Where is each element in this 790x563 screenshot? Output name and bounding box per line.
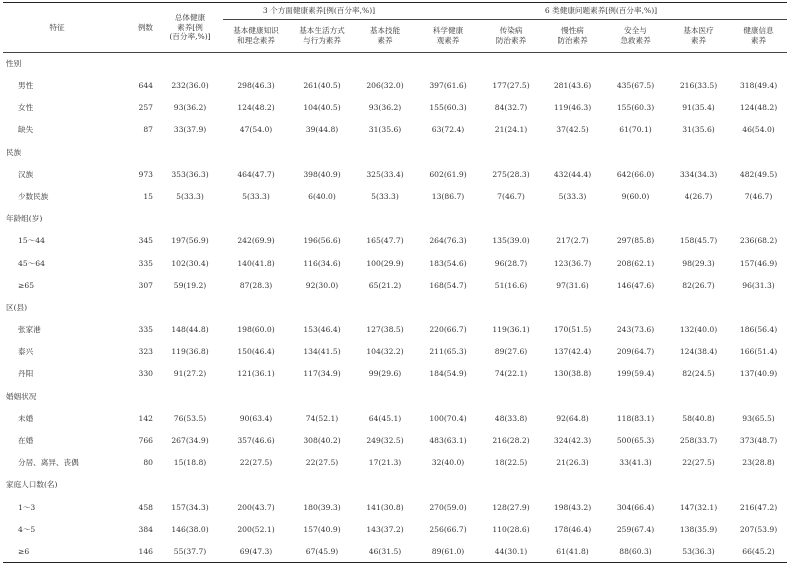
table-cell: 207(53.9) <box>739 524 778 534</box>
table-cell: 602(61.9) <box>429 169 467 179</box>
table-cell: 464(47.7) <box>237 169 275 179</box>
row-count: 458 <box>138 502 153 512</box>
table-cell: 165(47.7) <box>366 236 404 246</box>
table-cell: 46(54.0) <box>742 125 775 135</box>
table-row <box>3 186 787 208</box>
row-count: 335 <box>138 258 153 268</box>
table-cell: 87(28.3) <box>239 280 273 290</box>
table-cell: 166(51.4) <box>739 347 778 357</box>
table-cell: 258(33.7) <box>679 436 718 446</box>
table-cell: 216(47.2) <box>739 502 778 512</box>
table-cell: 184(54.9) <box>429 369 467 379</box>
table-body <box>3 53 787 563</box>
table-cell: 82(26.7) <box>682 280 715 290</box>
table-cell: 22(27.5) <box>305 458 339 468</box>
table-cell: 482(49.5) <box>739 169 778 179</box>
table-cell: 132(40.0) <box>679 325 718 335</box>
table-cell: 236(68.2) <box>739 236 778 246</box>
table-cell: 119(46.3) <box>553 103 592 113</box>
header-overall-literacy: 总体健康 素养[例 (百分率,%)] <box>157 3 223 53</box>
table-row <box>3 541 787 563</box>
header-safety-first-aid: 安全与 急救素养 <box>604 20 667 53</box>
table-cell: 157(46.9) <box>739 258 778 268</box>
table-cell: 17(21.3) <box>368 458 402 468</box>
table-cell: 33(37.9) <box>173 125 207 135</box>
table-cell: 220(66.7) <box>429 325 467 335</box>
table-cell: 318(49.4) <box>739 81 778 91</box>
table-cell: 6(40.0) <box>308 191 336 201</box>
table-row <box>3 119 787 141</box>
table-cell: 74(52.1) <box>305 413 339 423</box>
section-title: 区(县) <box>6 302 28 312</box>
table-cell: 324(42.3) <box>553 436 592 446</box>
table-cell: 61(41.8) <box>556 546 589 556</box>
table-cell: 97(31.6) <box>556 280 589 290</box>
section-row <box>3 53 787 75</box>
table-cell: 9(60.0) <box>621 191 650 201</box>
table-cell: 127(38.5) <box>366 325 404 335</box>
section-row <box>3 385 787 407</box>
row-count: 307 <box>138 280 153 290</box>
table-cell: 5(33.3) <box>371 191 399 201</box>
table-cell: 116(34.6) <box>303 258 341 268</box>
table-cell: 91(35.4) <box>682 103 715 113</box>
table-cell: 270(59.0) <box>429 502 467 512</box>
table-cell: 157(34.3) <box>171 502 209 512</box>
header-chronic-disease: 慢性病 防治素养 <box>541 20 604 53</box>
table-cell: 7(46.7) <box>497 191 525 201</box>
table-cell: 13(86.7) <box>431 191 465 201</box>
table-cell: 137(40.9) <box>739 369 778 379</box>
table-row <box>3 518 787 540</box>
table-cell: 67(45.9) <box>305 546 339 556</box>
table-cell: 198(60.0) <box>237 325 275 335</box>
row-count: 345 <box>138 236 153 246</box>
table-cell: 216(28.2) <box>492 436 530 446</box>
table-cell: 100(70.4) <box>429 413 467 423</box>
table-cell: 243(73.6) <box>616 325 655 335</box>
table-cell: 170(51.5) <box>553 325 592 335</box>
table-cell: 59(19.2) <box>173 280 207 290</box>
row-count: 80 <box>143 458 153 468</box>
table-cell: 206(32.0) <box>366 81 404 91</box>
table-cell: 89(61.0) <box>431 546 465 556</box>
table-cell: 121(36.1) <box>237 369 275 379</box>
table-cell: 275(28.3) <box>492 169 530 179</box>
table-cell: 31(35.6) <box>368 125 402 135</box>
table-cell: 4(26.7) <box>684 191 713 201</box>
table-cell: 180(39.3) <box>303 502 341 512</box>
section-title: 家庭人口数(名) <box>6 480 58 490</box>
table-cell: 281(43.6) <box>553 81 592 91</box>
table-cell: 249(32.5) <box>366 436 404 446</box>
table-cell: 397(61.6) <box>429 81 467 91</box>
table-cell: 18(22.5) <box>494 458 528 468</box>
table-cell: 99(29.6) <box>368 369 402 379</box>
table-cell: 150(46.4) <box>237 347 275 357</box>
section-title: 民族 <box>6 147 22 157</box>
table-cell: 64(45.1) <box>368 413 402 423</box>
row-label: ≥65 <box>18 280 35 290</box>
table-cell: 124(48.2) <box>739 103 778 113</box>
section-title: 性别 <box>6 59 22 69</box>
row-label: 丹阳 <box>18 369 34 379</box>
table-cell: 37(42.5) <box>556 125 589 135</box>
table-cell: 155(60.3) <box>429 103 467 113</box>
table-cell: 22(27.5) <box>682 458 715 468</box>
row-count: 323 <box>138 347 153 357</box>
table-cell: 88(60.3) <box>619 546 652 556</box>
table-cell: 104(40.5) <box>303 103 341 113</box>
table-cell: 197(56.9) <box>171 236 209 246</box>
table-cell: 264(76.3) <box>429 236 467 246</box>
header-six-problems: 6 类健康问题素养[例(百分率,%)] <box>415 3 787 20</box>
table-cell: 134(41.5) <box>303 347 341 357</box>
table-cell: 92(64.8) <box>556 413 589 423</box>
table-cell: 91(27.2) <box>173 369 207 379</box>
table-cell: 483(63.1) <box>429 436 467 446</box>
table-cell: 130(38.8) <box>553 369 592 379</box>
table-cell: 93(65.5) <box>742 413 775 423</box>
row-count: 766 <box>138 436 153 446</box>
row-label: ≥6 <box>18 546 30 556</box>
table-cell: 98(29.3) <box>682 258 715 268</box>
table-cell: 141(30.8) <box>366 502 404 512</box>
section-row <box>3 297 787 319</box>
row-label: 张家港 <box>18 325 41 335</box>
table-cell: 48(33.8) <box>494 413 528 423</box>
row-label: 汉族 <box>18 169 34 179</box>
row-count: 142 <box>138 413 153 423</box>
header-lifestyle: 基本生活方式 与行为素养 <box>289 20 355 53</box>
table-cell: 22(27.5) <box>239 458 273 468</box>
table-cell: 117(34.9) <box>303 369 341 379</box>
table-cell: 168(54.7) <box>429 280 467 290</box>
table-cell: 93(36.2) <box>173 103 207 113</box>
row-label: 4～5 <box>18 524 36 534</box>
table-cell: 74(22.1) <box>494 369 528 379</box>
table-cell: 259(67.4) <box>616 524 655 534</box>
section-row <box>3 208 787 230</box>
row-count: 384 <box>138 524 153 534</box>
table-cell: 33(41.3) <box>619 458 652 468</box>
row-label: 女性 <box>18 103 34 113</box>
table-cell: 135(39.0) <box>492 236 530 246</box>
header-infectious-disease: 传染病 防治素养 <box>481 20 541 53</box>
table-cell: 435(67.5) <box>616 81 655 91</box>
table-cell: 308(40.2) <box>303 436 341 446</box>
row-label: 少数民族 <box>18 191 49 201</box>
table-cell: 325(33.4) <box>366 169 404 179</box>
row-label: 45～64 <box>18 258 45 268</box>
table-cell: 398(40.9) <box>303 169 341 179</box>
header-skills: 基本技能 素养 <box>355 20 415 53</box>
table-cell: 256(66.7) <box>429 524 467 534</box>
table-cell: 110(28.6) <box>492 524 530 534</box>
table-cell: 66(45.2) <box>742 546 775 556</box>
table-row <box>3 363 787 385</box>
table-cell: 31(35.6) <box>682 125 715 135</box>
table-cell: 357(46.6) <box>237 436 275 446</box>
header-feature: 特征 <box>3 3 111 53</box>
table-cell: 217(2.7) <box>556 236 589 246</box>
table-cell: 102(30.4) <box>171 258 209 268</box>
table-row <box>3 408 787 430</box>
table-cell: 267(34.9) <box>171 436 209 446</box>
section-title: 年龄组(岁) <box>6 214 43 224</box>
table-cell: 146(47.6) <box>616 280 655 290</box>
table-row <box>3 341 787 363</box>
table-cell: 334(34.3) <box>679 169 718 179</box>
table-cell: 15(18.8) <box>173 458 207 468</box>
table-cell: 96(31.3) <box>742 280 775 290</box>
table-cell: 69(47.3) <box>239 546 273 556</box>
table-cell: 208(62.1) <box>616 258 655 268</box>
table-row <box>3 274 787 296</box>
table-cell: 186(56.4) <box>739 325 778 335</box>
row-count: 257 <box>138 103 153 113</box>
table-cell: 297(85.8) <box>616 236 655 246</box>
table-cell: 183(54.6) <box>429 258 467 268</box>
table-cell: 432(44.4) <box>553 169 592 179</box>
table-row <box>3 163 787 185</box>
table-cell: 63(72.4) <box>431 125 465 135</box>
table-cell: 143(37.2) <box>366 524 404 534</box>
table-cell: 353(36.3) <box>171 169 209 179</box>
table-cell: 199(59.4) <box>616 369 655 379</box>
table-cell: 119(36.1) <box>492 325 530 335</box>
table-cell: 178(46.4) <box>553 524 592 534</box>
table-cell: 61(70.1) <box>619 125 652 135</box>
table-cell: 298(46.3) <box>237 81 275 91</box>
table-cell: 211(65.3) <box>429 347 467 357</box>
table-cell: 104(32.2) <box>366 347 404 357</box>
table-row <box>3 496 787 518</box>
table-cell: 65(21.2) <box>368 280 402 290</box>
table-cell: 146(38.0) <box>171 524 209 534</box>
row-count: 973 <box>138 169 153 179</box>
table-cell: 200(52.1) <box>237 524 275 534</box>
table-cell: 140(41.8) <box>237 258 275 268</box>
table-cell: 209(64.7) <box>616 347 655 357</box>
row-label: 15～44 <box>18 236 45 246</box>
table-cell: 118(83.1) <box>616 413 655 423</box>
table-cell: 261(40.5) <box>303 81 341 91</box>
table-cell: 242(69.9) <box>237 236 275 246</box>
header-knowledge: 基本健康知识 和理念素养 <box>223 20 289 53</box>
table-cell: 76(53.5) <box>173 413 207 423</box>
table-cell: 196(56.6) <box>303 236 341 246</box>
table-row <box>3 230 787 252</box>
table-cell: 148(44.8) <box>171 325 209 335</box>
table-cell: 177(27.5) <box>492 81 530 91</box>
table-cell: 157(40.9) <box>303 524 341 534</box>
row-label: 男性 <box>18 81 34 91</box>
header-basic-medical: 基本医疗 素养 <box>667 20 730 53</box>
table-cell: 158(45.7) <box>679 236 718 246</box>
table-cell: 124(48.2) <box>237 103 275 113</box>
table-cell: 21(26.3) <box>556 458 589 468</box>
row-count: 15 <box>143 191 153 201</box>
table-cell: 23(28.8) <box>742 458 775 468</box>
table-cell: 155(60.3) <box>616 103 655 113</box>
section-title: 婚姻状况 <box>6 391 37 401</box>
table-cell: 137(42.4) <box>553 347 592 357</box>
table-cell: 373(48.7) <box>739 436 778 446</box>
table-row <box>3 319 787 341</box>
header-health-info: 健康信息 素养 <box>730 20 787 53</box>
table-cell: 124(38.4) <box>679 347 718 357</box>
table-cell: 53(36.3) <box>682 546 715 556</box>
table-cell: 90(63.4) <box>239 413 273 423</box>
table-cell: 119(36.8) <box>171 347 209 357</box>
table-cell: 44(30.1) <box>494 546 528 556</box>
table-cell: 51(16.6) <box>494 280 528 290</box>
table-cell: 5(33.3) <box>558 191 587 201</box>
table-cell: 500(65.3) <box>616 436 655 446</box>
table-cell: 642(66.0) <box>616 169 655 179</box>
table-cell: 198(43.2) <box>553 502 592 512</box>
row-label: 在婚 <box>18 436 34 446</box>
table-cell: 89(27.6) <box>494 347 528 357</box>
table-cell: 92(30.0) <box>305 280 339 290</box>
table-cell: 147(32.1) <box>679 502 718 512</box>
table-cell: 47(54.0) <box>239 125 273 135</box>
section-row <box>3 141 787 163</box>
table-cell: 82(24.5) <box>682 369 715 379</box>
table-cell: 5(33.3) <box>176 191 204 201</box>
row-count: 146 <box>138 546 153 556</box>
table-cell: 32(40.0) <box>431 458 465 468</box>
table-cell: 5(33.3) <box>242 191 270 201</box>
table-row <box>3 252 787 274</box>
table-header <box>3 3 787 53</box>
table-cell: 123(36.7) <box>553 258 592 268</box>
row-count: 644 <box>138 81 153 91</box>
header-three-aspects: 3 个方面健康素养[例(百分率,%)] <box>223 3 415 20</box>
table-cell: 216(33.5) <box>679 81 718 91</box>
table-cell: 153(46.4) <box>303 325 341 335</box>
health-literacy-table <box>3 2 787 563</box>
table-cell: 304(66.4) <box>616 502 655 512</box>
row-count: 330 <box>138 369 153 379</box>
table-cell: 96(28.7) <box>494 258 528 268</box>
row-label: 分居、离异、丧偶 <box>18 458 79 468</box>
header-scientific-view: 科学健康 观素养 <box>415 20 481 53</box>
table-cell: 128(27.9) <box>492 502 530 512</box>
table-cell: 7(46.7) <box>744 191 773 201</box>
table-row <box>3 75 787 97</box>
section-row <box>3 474 787 496</box>
table-cell: 46(31.5) <box>368 546 402 556</box>
table-cell: 39(44.8) <box>305 125 339 135</box>
row-label: 1～3 <box>18 502 36 512</box>
table-row <box>3 452 787 474</box>
table-row <box>3 430 787 452</box>
row-label: 泰兴 <box>18 347 34 357</box>
table-cell: 21(24.1) <box>494 125 528 135</box>
table-cell: 232(36.0) <box>171 81 209 91</box>
table-cell: 100(29.9) <box>366 258 404 268</box>
row-count: 87 <box>143 125 153 135</box>
row-count: 335 <box>138 325 153 335</box>
table-row <box>3 97 787 119</box>
row-label: 未婚 <box>18 413 34 423</box>
table-cell: 55(37.7) <box>173 546 207 556</box>
row-label: 缺失 <box>18 125 34 135</box>
header-count: 例数 <box>111 3 157 53</box>
table-cell: 58(40.8) <box>682 413 715 423</box>
table-cell: 138(35.9) <box>679 524 718 534</box>
table-cell: 200(43.7) <box>237 502 275 512</box>
table-cell: 93(36.2) <box>368 103 402 113</box>
table-cell: 84(32.7) <box>494 103 528 113</box>
